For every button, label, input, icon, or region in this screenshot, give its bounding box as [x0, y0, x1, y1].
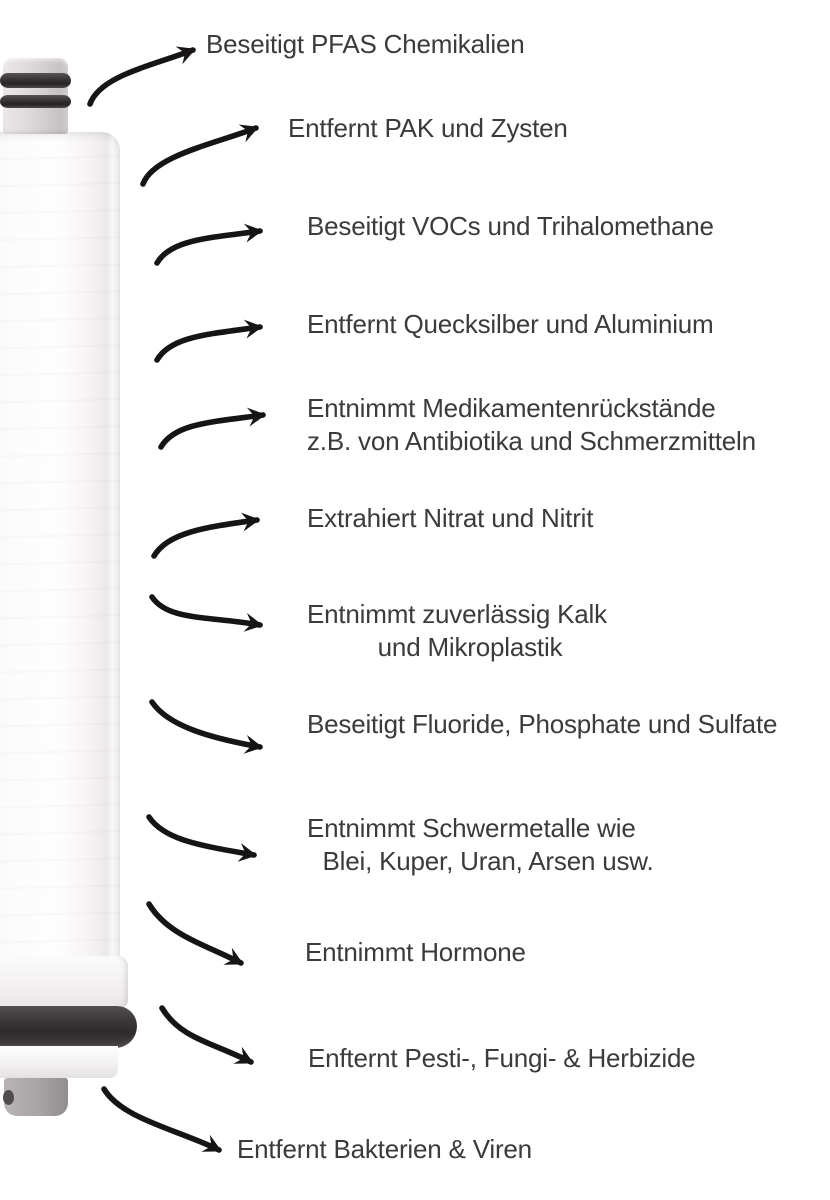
label-text: Entnimmt Schwermetalle wie: [307, 813, 636, 843]
arrow-icon-8: [152, 702, 265, 757]
label-pak-zysten: [288, 112, 568, 145]
label-medikamentenrueckstaende: [307, 392, 756, 458]
filter-rubber-seal: [0, 1006, 137, 1048]
label-bakterien-viren: [237, 1133, 532, 1166]
arrow-icon-3: [157, 221, 264, 263]
arrow-icon-9: [149, 817, 259, 865]
label-text: Enfternt Pesti-, Fungi- & Herbizide: [308, 1043, 696, 1073]
label-hormone: [305, 936, 526, 969]
label-text: Beseitigt VOCs und Trihalomethane: [307, 211, 714, 241]
filter-bottom-nozzle: [4, 1078, 68, 1116]
filter-body: [0, 132, 120, 958]
label-quecksilber-aluminium: [307, 308, 714, 341]
label-pfas-chemikalien: [206, 28, 525, 61]
label-text: Blei, Kuper, Uran, Arsen usw.: [322, 846, 654, 876]
arrow-icon-12: [104, 1089, 226, 1160]
arrow-icon-4: [157, 317, 264, 360]
arrow-icon-6: [154, 510, 261, 556]
label-fluoride-phosphate-sulfate: [307, 708, 777, 741]
arrow-icon-1: [90, 40, 199, 104]
arrow-icon-11: [162, 1008, 258, 1072]
label-text: und Mikroplastik: [377, 632, 563, 662]
label-nitrat-nitrit: [307, 502, 593, 535]
filter-end-cap: [0, 956, 128, 1008]
label-text: Entnimmt zuverlässig Kalk: [307, 599, 607, 629]
filter-collar: [0, 1046, 118, 1078]
label-kalk-mikroplastik: [307, 598, 633, 664]
label-text: Entnimmt Hormone: [305, 937, 526, 967]
label-text: Entnimmt Medikamentenrückstände: [307, 393, 716, 423]
arrow-icon-5: [161, 405, 267, 447]
label-text: Beseitigt PFAS Chemikalien: [206, 29, 525, 59]
label-text: Extrahiert Nitrat und Nitrit: [307, 503, 594, 533]
label-text: Entfernt PAK und Zysten: [288, 113, 568, 143]
filter-top-nozzle: [3, 58, 68, 134]
label-text: Beseitigt Fluoride, Phosphate und Sulfate: [307, 709, 778, 739]
arrow-icon-7: [152, 597, 265, 635]
arrow-icon-2: [143, 118, 262, 184]
label-schwermetalle: [307, 812, 669, 878]
arrow-icon-10: [149, 904, 248, 973]
o-ring-top-1: [0, 73, 71, 88]
label-text: Entfernt Bakterien & Viren: [237, 1134, 532, 1164]
label-text: z.B. von Antibiotika und Schmerzmitteln: [307, 426, 756, 456]
o-ring-top-2: [0, 95, 71, 108]
label-vocs-trihalomethane: [307, 210, 714, 243]
nozzle-hole: [3, 1090, 14, 1105]
label-pesti-fungi-herbizide: [308, 1042, 696, 1075]
label-text: Entfernt Quecksilber und Aluminium: [307, 309, 714, 339]
